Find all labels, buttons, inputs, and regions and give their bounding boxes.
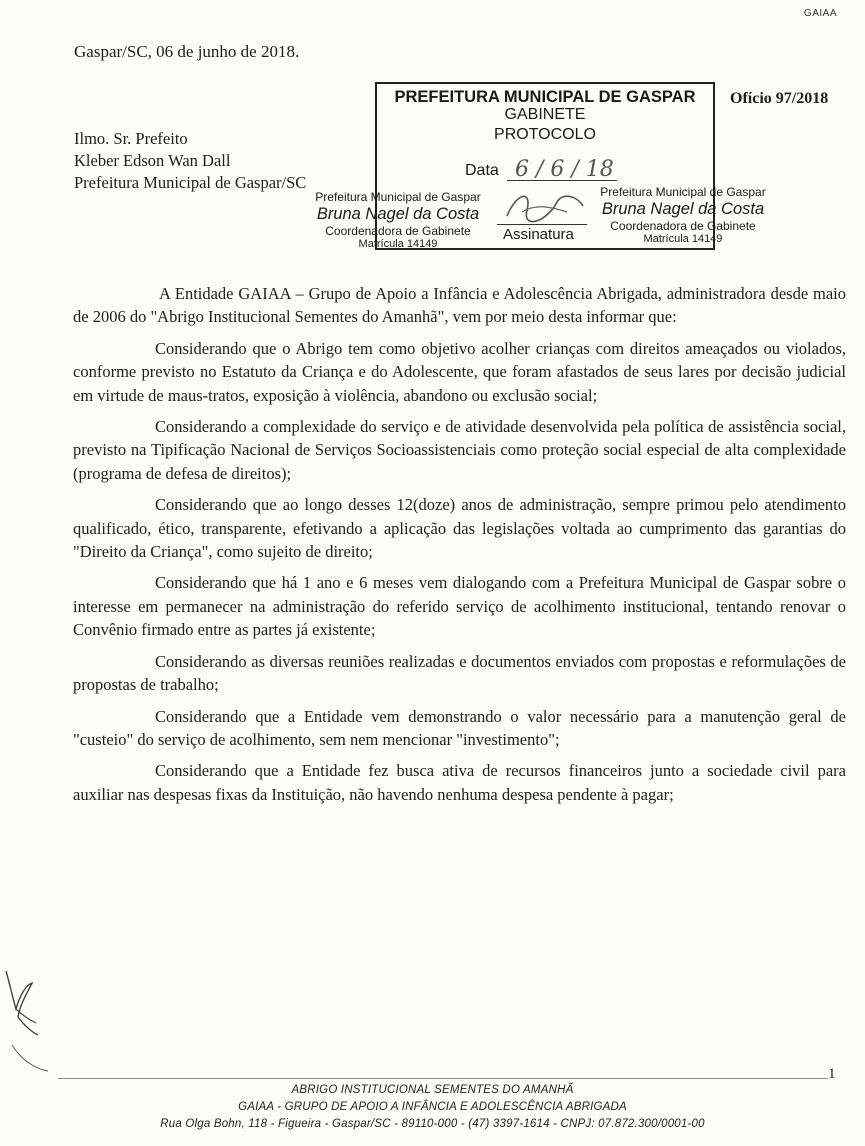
addressee-title: Ilmo. Sr. Prefeito (74, 129, 188, 148)
paragraph: Considerando que o Abrigo tem como objetivo acolher crianças com direitos ameaçados ou violados, conforme previsto no Estatuto da Criança e do Adolescente, que foram afastados de seus lares por decisão judicial em virtude de maus-tratos, exposição à violência, abandono ou exclusão social; (73, 338, 846, 405)
corner-tag: GAIAA (803, 8, 837, 19)
gabinete-matricula: Matrícula 14149 (643, 233, 723, 245)
footer-divider (58, 1078, 828, 1079)
gabinete-institution: Prefeitura Municipal de Gaspar (315, 190, 481, 204)
handwritten-date (507, 150, 627, 186)
gabinete-stamp-left (308, 190, 488, 251)
signature-scribble (487, 182, 607, 226)
addressee-block (74, 128, 306, 194)
footer-institution: ABRIGO INSTITUCIONAL SEMENTES DO AMANHÃ (291, 1084, 574, 1096)
gabinete-role: Coordenadora de Gabinete (610, 219, 756, 233)
paragraph: Considerando as diversas reuniões realizadas e documentos enviados com propostas e reformulações de propostas de trabalho; (73, 651, 846, 695)
letter-body (73, 282, 846, 814)
addressee-name: Kleber Edson Wan Dall (74, 151, 231, 170)
paragraph: Considerando que a Entidade fez busca ativa de recursos financeiros junto a sociedade civil para auxiliar nas despesas fixas da Instituição, não havendo nenhuma despesa pendente à pagar; (73, 761, 846, 804)
place-date: Gaspar/SC, 06 de junho de 2018. (74, 42, 300, 61)
gabinete-institution: Prefeitura Municipal de Gaspar (600, 185, 766, 199)
paragraph: Considerando que ao longo desses 12(doze) anos de administração, sempre primou pelo atendimento qualificado, ético, transparente, efetivando a aplicação das legislações voltada ao cumprimento das garantias do "Direito da Criança", como sujeito de direito; (73, 495, 846, 562)
stamp-department: GABINETE (504, 106, 586, 123)
stamp-date-label: Data (465, 162, 499, 179)
gabinete-matricula: Matrícula 14149 (358, 238, 438, 250)
addressee-institution: Prefeitura Municipal de Gaspar/SC (74, 173, 307, 192)
stamp-institution: PREFEITURA MUNICIPAL DE GASPAR (394, 88, 696, 106)
gabinete-stamp-right (598, 185, 768, 246)
gabinete-name: Bruna Nagel da Costa (601, 200, 765, 218)
stamp-protocol: PROTOCOLO (494, 126, 596, 143)
margin-initial-mark (2, 965, 52, 1075)
paragraph: Considerando que a Entidade vem demonstrando o valor necessário para a manutenção geral de "custeio" do serviço de acolhimento, sem nem mencionar "investimento"; (73, 706, 846, 749)
stamp-signature-label: Assinatura (503, 226, 574, 243)
footer-organization: GAIAA - GRUPO DE APOIO A INFÂNCIA E ADOLESCÊNCIA ABRIGADA (238, 1101, 627, 1113)
letterhead-footer (0, 1082, 865, 1133)
oficio-number: Ofício 97/2018 (730, 90, 829, 107)
page-number: 1 (828, 1066, 836, 1082)
paragraph: Considerando a complexidade do serviço e de atividade desenvolvida pela política de assistência social, previsto na Tipificação Nacional de Serviços Socioassistenciais como proteção social especial de alta complexidade (programa de defesa de direitos); (73, 417, 846, 483)
gabinete-role: Coordenadora de Gabinete (325, 224, 471, 238)
footer-address: Rua Olga Bohn, 118 - Figueira - Gaspar/SC - 89110-000 - (47) 3397-1614 - CNPJ: 07.872.300/0001-00 (160, 1118, 705, 1130)
paragraph-intro: A Entidade GAIAA – Grupo de Apoio a Infância e Adolescência Abrigada, administradora desde maio de 2006 do "Abrigo Institucional Sementes do Amanhã", vem por meio desta informar que: (73, 284, 846, 327)
handwritten-date-text: 6 / 6 / 18 (515, 157, 614, 182)
paragraph: Considerando que há 1 ano e 6 meses vem dialogando com a Prefeitura Municipal de Gaspar sobre o interesse em permanecer na administração do referido serviço de acolhimento institucional, tentando renovar o Convênio firmado entre as partes já existente; (73, 573, 846, 640)
gabinete-name: Bruna Nagel da Costa (316, 205, 480, 223)
stamp-signature-line (497, 224, 587, 225)
